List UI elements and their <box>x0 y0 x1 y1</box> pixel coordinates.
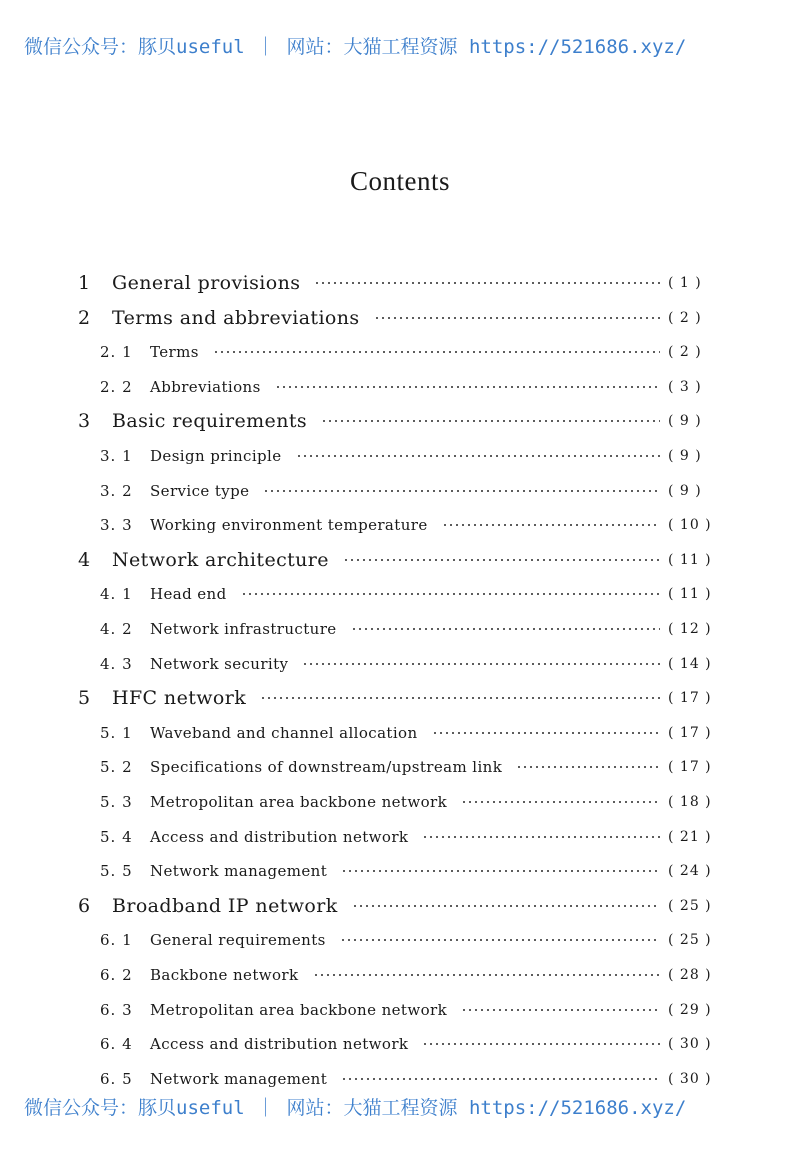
toc-entry-title: Service type <box>150 481 250 500</box>
toc-leader-dots <box>343 559 660 561</box>
toc-leader-dots <box>422 836 660 838</box>
toc-entry-title: Broadband IP network <box>112 894 338 917</box>
toc-entry-title: General requirements <box>150 931 326 950</box>
toc-entry-page: ( 25 ) <box>668 932 712 949</box>
toc-entry-title: Abbreviations <box>150 377 261 396</box>
toc-entry-title: HFC network <box>112 687 247 710</box>
toc-leader-dots <box>352 905 660 907</box>
toc-leader-dots <box>260 697 660 699</box>
toc-entry-title: Network infrastructure <box>150 620 337 638</box>
toc-entry-page: ( 2 ) <box>668 344 702 361</box>
toc-leader-dots <box>461 801 660 803</box>
watermark-top: 微信公众号：豚贝useful ｜ 网站：大猫工程资源 https://521686.xyz/ <box>24 36 687 58</box>
toc-leader-dots <box>351 628 660 630</box>
toc-entry-number: 6. 4 <box>100 1035 133 1054</box>
toc-entry-page: ( 12 ) <box>668 621 712 637</box>
toc-entry <box>0 718 800 748</box>
toc-entry-page: ( 2 ) <box>668 309 702 326</box>
toc-entry-number: 5 <box>78 687 91 710</box>
toc-leader-dots <box>516 766 660 768</box>
toc-entry-page: ( 11 ) <box>668 551 712 568</box>
toc-entry-title: Head end <box>150 585 227 604</box>
toc-entry-number: 6. 3 <box>100 1000 133 1019</box>
toc-leader-dots <box>341 1078 660 1080</box>
toc-entry <box>0 649 800 679</box>
toc-entry-page: ( 9 ) <box>668 448 702 464</box>
toc-entry-title: Specifications of downstream/upstream link <box>150 758 503 777</box>
toc-entry-number: 3. 3 <box>100 516 133 535</box>
toc-entry-page: ( 3 ) <box>668 378 702 395</box>
toc-entry-title: Network architecture <box>112 548 329 571</box>
toc-entry-title: Metropolitan area backbone network <box>150 1000 448 1019</box>
toc-leader-dots <box>321 420 660 422</box>
toc-entry-title: Backbone network <box>150 966 299 984</box>
toc-leader-dots <box>302 663 660 665</box>
toc-entry-title: Design principle <box>150 447 282 465</box>
toc-entry-page: ( 30 ) <box>668 1070 712 1087</box>
toc-leader-dots <box>314 282 660 284</box>
watermark-bottom: 微信公众号：豚贝useful ｜ 网站：大猫工程资源 https://521686.xyz/ <box>24 1097 687 1119</box>
toc-entry <box>0 995 800 1025</box>
toc-entry <box>0 268 800 298</box>
toc-entry-number: 6. 2 <box>100 966 133 984</box>
toc-entry <box>0 1064 800 1094</box>
toc-entry-number: 4. 1 <box>100 585 133 604</box>
toc-entry <box>0 337 800 367</box>
toc-entry <box>0 822 800 852</box>
toc-entry-number: 6. 1 <box>100 931 133 950</box>
toc-entry <box>0 614 800 644</box>
toc-entry-page: ( 17 ) <box>668 690 712 707</box>
toc-leader-dots <box>374 317 660 319</box>
toc-entry-number: 5. 1 <box>100 723 133 742</box>
toc-entry <box>0 579 800 609</box>
toc-entry-page: ( 10 ) <box>668 517 712 534</box>
toc-entry <box>0 441 800 471</box>
toc-leader-dots <box>461 1009 660 1011</box>
toc-entry-number: 3. 2 <box>100 481 133 500</box>
toc-entry <box>0 683 800 713</box>
toc-entry <box>0 891 800 921</box>
toc-leader-dots <box>241 593 660 595</box>
toc-entry-number: 2 <box>78 306 91 329</box>
toc-entry-title: Metropolitan area backbone network <box>150 793 448 811</box>
toc-entry-page: ( 30 ) <box>668 1036 712 1053</box>
toc-entry-title: General provisions <box>112 272 301 294</box>
toc-entry-number: 5. 2 <box>100 758 133 777</box>
toc-entry-page: ( 29 ) <box>668 1001 712 1018</box>
toc-entry-page: ( 17 ) <box>668 724 712 741</box>
toc-entry-page: ( 11 ) <box>668 586 712 603</box>
toc-leader-dots <box>442 524 660 526</box>
toc-entry <box>0 303 800 333</box>
toc-entry-title: Waveband and channel allocation <box>150 723 418 742</box>
toc-entry-page: ( 14 ) <box>668 655 712 672</box>
toc-leader-dots <box>341 870 660 872</box>
toc-entry-page: ( 24 ) <box>668 863 712 880</box>
toc-leader-dots <box>213 351 660 353</box>
toc-entry-number: 4. 3 <box>100 654 133 673</box>
toc-entry <box>0 925 800 955</box>
toc-entry-number: 3. 1 <box>100 447 133 465</box>
toc-entry-page: ( 1 ) <box>668 275 702 291</box>
toc-leader-dots <box>296 455 660 457</box>
toc-leader-dots <box>263 490 660 492</box>
toc-entry-page: ( 25 ) <box>668 897 712 914</box>
toc-entry-number: 4 <box>78 548 91 571</box>
toc-entry-page: ( 18 ) <box>668 794 712 810</box>
toc-leader-dots <box>275 386 660 388</box>
toc-entry <box>0 476 800 506</box>
toc-entry-title: Network management <box>150 862 328 881</box>
toc-entry <box>0 545 800 575</box>
toc-entry-page: ( 9 ) <box>668 482 702 499</box>
toc-entry-number: 6. 5 <box>100 1069 133 1088</box>
toc-entry-number: 5. 5 <box>100 862 133 881</box>
toc-entry-page: ( 28 ) <box>668 967 712 983</box>
toc-entry <box>0 752 800 782</box>
toc-entry-page: ( 9 ) <box>668 413 702 430</box>
toc-leader-dots <box>313 974 660 976</box>
toc-entry <box>0 960 800 990</box>
toc-leader-dots <box>422 1043 660 1045</box>
toc-entry-title: Basic requirements <box>112 410 308 433</box>
toc-entry-title: Network security <box>150 654 289 673</box>
toc-entry-number: 3 <box>78 410 91 433</box>
toc-entry <box>0 1029 800 1059</box>
toc-entry <box>0 787 800 817</box>
toc-entry-page: ( 17 ) <box>668 759 712 776</box>
toc-leader-dots <box>340 939 660 941</box>
toc-entry-number: 6 <box>78 894 91 917</box>
toc-entry-title: Working environment temperature <box>150 516 428 535</box>
toc-entry-title: Access and distribution network <box>150 827 409 846</box>
toc-entry-number: 2. 1 <box>100 343 133 362</box>
toc-entry-title: Terms <box>150 343 199 362</box>
toc-leader-dots <box>432 732 660 734</box>
toc-entry-page: ( 21 ) <box>668 828 712 845</box>
toc-entry-number: 1 <box>78 272 91 294</box>
toc-entry-title: Access and distribution network <box>150 1035 409 1054</box>
toc-entry-title: Terms and abbreviations <box>112 306 360 329</box>
toc-entry-number: 5. 4 <box>100 827 133 846</box>
toc-entry <box>0 406 800 436</box>
toc-entry-number: 2. 2 <box>100 377 133 396</box>
toc-entry <box>0 372 800 402</box>
toc-entry <box>0 856 800 886</box>
page-title: Contents <box>349 166 450 196</box>
toc-entry <box>0 510 800 540</box>
toc-entry-title: Network management <box>150 1069 328 1088</box>
toc-entry-number: 5. 3 <box>100 793 133 811</box>
toc-entry-number: 4. 2 <box>100 620 133 638</box>
